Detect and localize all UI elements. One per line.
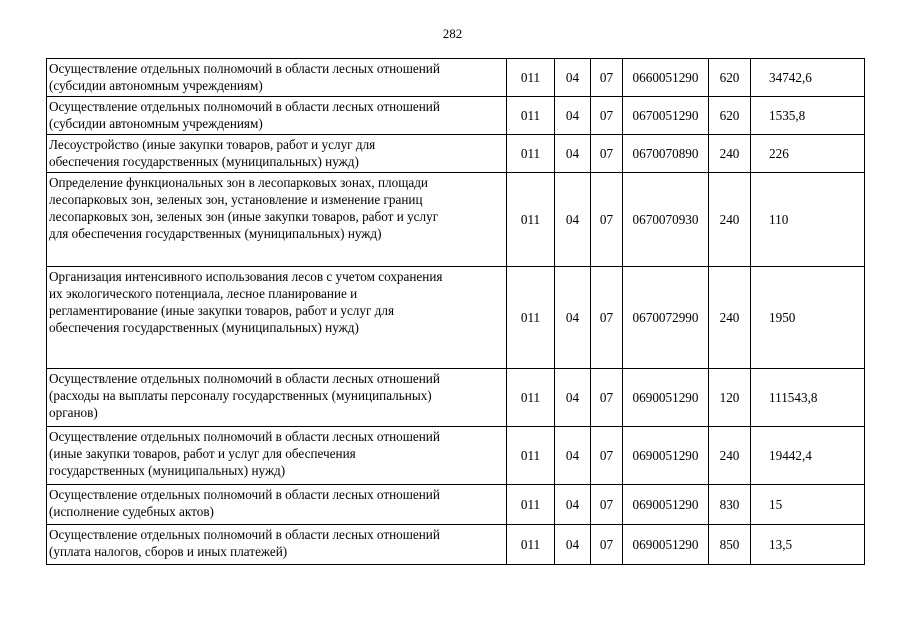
section-code: 04 (555, 427, 591, 485)
table-row (47, 485, 865, 525)
description-line: (субсидии автономным учреждениям) (49, 78, 263, 93)
amount-value: 19442,4 (751, 427, 865, 485)
description-line: их экологического потенциала, лесное планирование и (49, 286, 358, 301)
amount-value: 1535,8 (751, 97, 865, 135)
table-body (47, 59, 865, 565)
description-line: Осуществление отдельных полномочий в области лесных отношений (49, 429, 440, 444)
subsection-code: 07 (591, 267, 623, 369)
expense-type-code: 240 (709, 135, 751, 173)
target-article-code: 0670072990 (623, 267, 709, 369)
description-line: для обеспечения государственных (муниципальных) нужд) (49, 226, 382, 241)
amount-value: 226 (751, 135, 865, 173)
subsection-code: 07 (591, 135, 623, 173)
target-article-code: 0690051290 (623, 525, 709, 565)
section-code: 04 (555, 525, 591, 565)
description-line: государственных (муниципальных) нужд) (49, 463, 286, 478)
description-line: Осуществление отдельных полномочий в области лесных отношений (49, 371, 440, 386)
description-line: лесопарковых зон, зеленых зон, установление и изменение границ (49, 192, 423, 207)
table-row (47, 369, 865, 427)
row-description (47, 135, 507, 173)
description-line: органов) (49, 405, 98, 420)
amount-value: 34742,6 (751, 59, 865, 97)
row-description (47, 59, 507, 97)
expense-type-code: 830 (709, 485, 751, 525)
section-code: 04 (555, 97, 591, 135)
target-article-code: 0690051290 (623, 369, 709, 427)
subsection-code: 07 (591, 485, 623, 525)
table-row (47, 59, 865, 97)
amount-value: 1950 (751, 267, 865, 369)
table-row (47, 97, 865, 135)
ministry-code: 011 (507, 485, 555, 525)
amount-value: 111543,8 (751, 369, 865, 427)
subsection-code: 07 (591, 173, 623, 267)
ministry-code: 011 (507, 427, 555, 485)
description-line: обеспечения государственных (муниципальных) нужд) (49, 154, 359, 169)
subsection-code: 07 (591, 97, 623, 135)
description-line: обеспечения государственных (муниципальных) нужд) (49, 320, 359, 335)
row-description (47, 427, 507, 485)
section-code: 04 (555, 267, 591, 369)
amount-value: 13,5 (751, 525, 865, 565)
ministry-code: 011 (507, 173, 555, 267)
expense-type-code: 240 (709, 173, 751, 267)
table-row (47, 135, 865, 173)
page-number: 282 (442, 26, 463, 41)
expense-type-code: 240 (709, 427, 751, 485)
row-description (47, 173, 507, 267)
description-line: (уплата налогов, сборов и иных платежей) (49, 544, 288, 559)
description-line: Осуществление отдельных полномочий в области лесных отношений (49, 61, 440, 76)
table-row (47, 267, 865, 369)
ministry-code: 011 (507, 525, 555, 565)
description-line: Осуществление отдельных полномочий в области лесных отношений (49, 527, 440, 542)
section-code: 04 (555, 173, 591, 267)
table-row (47, 173, 865, 267)
row-description (47, 525, 507, 565)
table-row (47, 525, 865, 565)
description-line: Определение функциональных зон в лесопарковых зонах, площади (49, 175, 428, 190)
target-article-code: 0690051290 (623, 427, 709, 485)
ministry-code: 011 (507, 267, 555, 369)
expense-type-code: 620 (709, 97, 751, 135)
description-line: (иные закупки товаров, работ и услуг для обеспечения (49, 446, 356, 461)
row-description (47, 267, 507, 369)
expense-type-code: 850 (709, 525, 751, 565)
description-line: Осуществление отдельных полномочий в области лесных отношений (49, 99, 440, 114)
description-line: (субсидии автономным учреждениям) (49, 116, 263, 131)
expense-type-code: 240 (709, 267, 751, 369)
description-line: регламентирование (иные закупки товаров, работ и услуг для (49, 303, 395, 318)
section-code: 04 (555, 135, 591, 173)
description-line: (исполнение судебных актов) (49, 504, 214, 519)
amount-value: 110 (751, 173, 865, 267)
target-article-code: 0670070890 (623, 135, 709, 173)
description-line: Лесоустройство (иные закупки товаров, работ и услуг для (49, 137, 376, 152)
description-line: (расходы на выплаты персоналу государственных (муниципальных) (49, 388, 432, 403)
section-code: 04 (555, 369, 591, 427)
target-article-code: 0660051290 (623, 59, 709, 97)
ministry-code: 011 (507, 135, 555, 173)
target-article-code: 0670070930 (623, 173, 709, 267)
expense-type-code: 120 (709, 369, 751, 427)
subsection-code: 07 (591, 369, 623, 427)
subsection-code: 07 (591, 59, 623, 97)
target-article-code: 0690051290 (623, 485, 709, 525)
subsection-code: 07 (591, 525, 623, 565)
row-description (47, 485, 507, 525)
budget-table (46, 58, 865, 565)
description-line: Осуществление отдельных полномочий в области лесных отношений (49, 487, 440, 502)
expense-type-code: 620 (709, 59, 751, 97)
section-code: 04 (555, 59, 591, 97)
description-line: лесопарковых зон, зеленых зон (иные закупки товаров, работ и услуг (49, 209, 439, 224)
ministry-code: 011 (507, 97, 555, 135)
row-description (47, 369, 507, 427)
target-article-code: 0670051290 (623, 97, 709, 135)
ministry-code: 011 (507, 59, 555, 97)
section-code: 04 (555, 485, 591, 525)
description-line: Организация интенсивного использования лесов с учетом сохранения (49, 269, 443, 284)
table-row (47, 427, 865, 485)
subsection-code: 07 (591, 427, 623, 485)
row-description (47, 97, 507, 135)
ministry-code: 011 (507, 369, 555, 427)
amount-value: 15 (751, 485, 865, 525)
